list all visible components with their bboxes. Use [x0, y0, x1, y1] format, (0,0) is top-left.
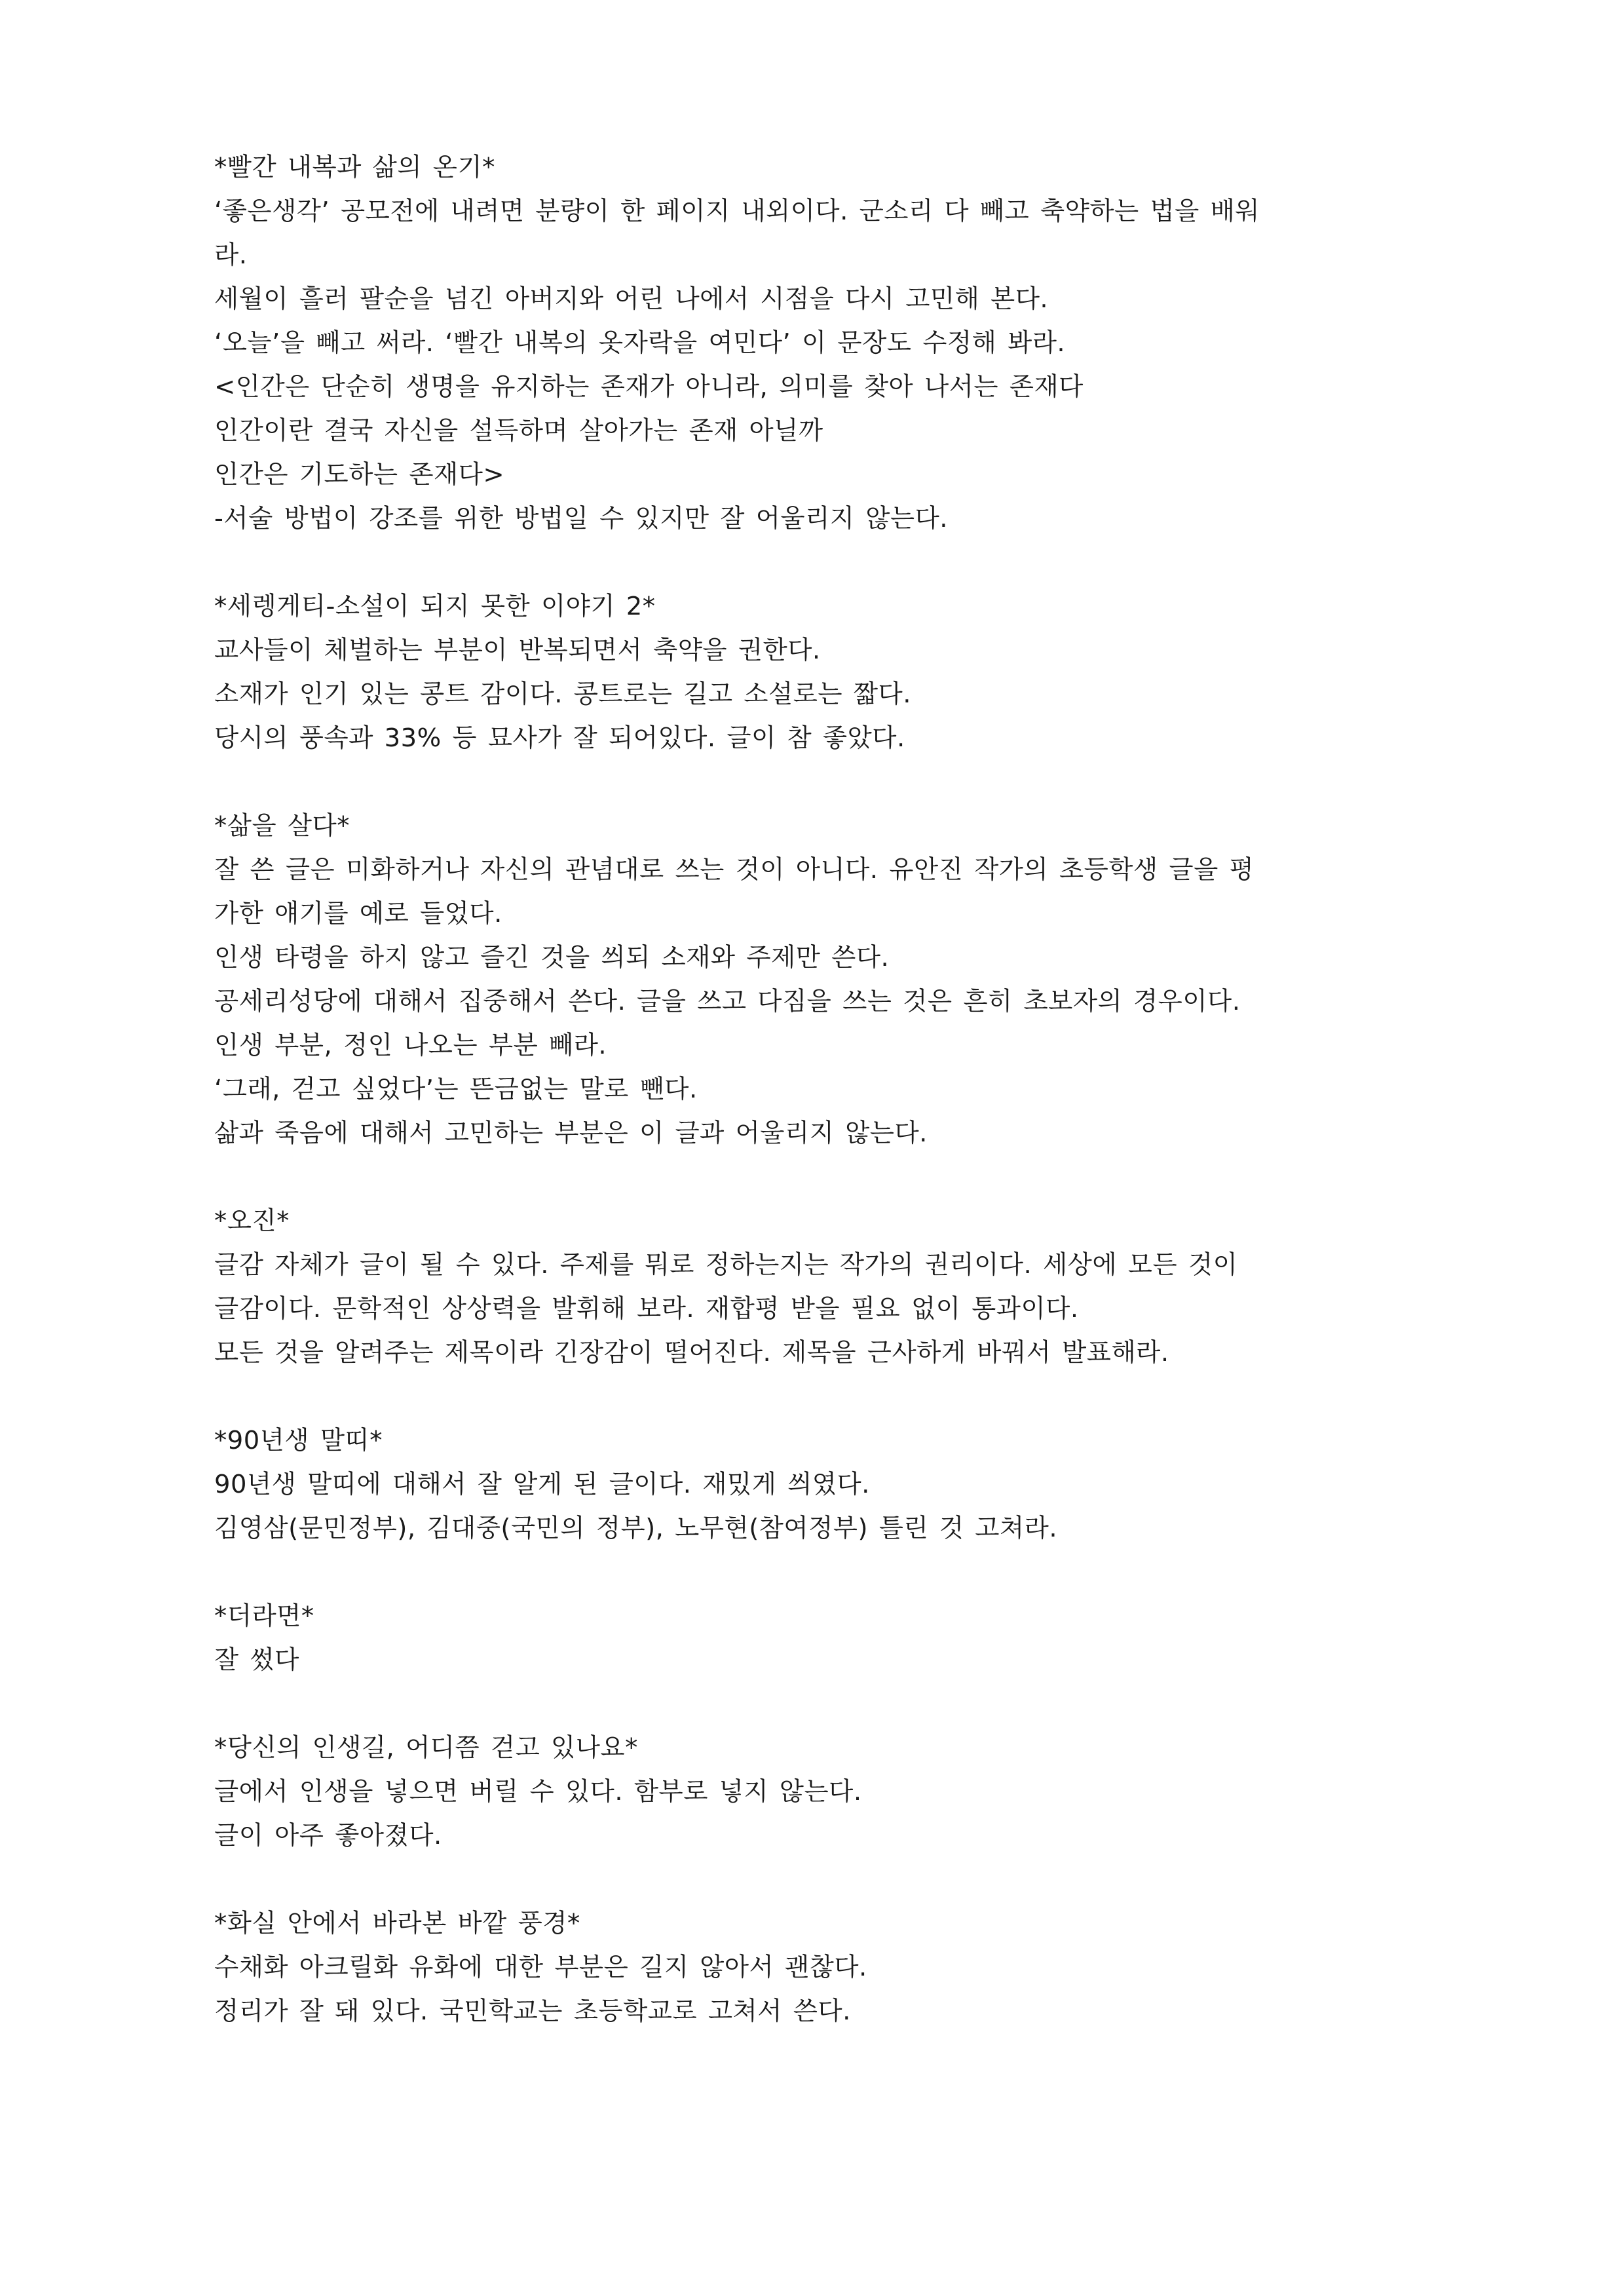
text-line: 가한 얘기를 예로 들었다.	[214, 899, 502, 928]
text-line: 김영삼(문민정부), 김대중(국민의 정부), 노무현(참여정부) 틀린 것 고쳐라.	[214, 1514, 1058, 1543]
text-line: 정리가 잘 돼 있다. 국민학교는 초등학교로 고쳐서 쓴다.	[214, 1997, 851, 2026]
section-serengeti	[214, 584, 1413, 760]
section-title: *더라면*	[214, 1601, 314, 1631]
text-line: -서술 방법이 강조를 위한 방법일 수 있지만 잘 어울리지 않는다.	[214, 504, 949, 533]
section-living-life	[214, 804, 1413, 1155]
section-title: *오진*	[214, 1206, 290, 1236]
section-if-only	[214, 1594, 1413, 1682]
text-line: 인생 타령을 하지 않고 즐긴 것을 씌되 소재와 주제만 쓴다.	[214, 943, 890, 972]
text-line: 세월이 흘러 팔순을 넘긴 아버지와 어린 나에서 시점을 다시 고민해 본다.	[214, 284, 1049, 314]
text-line: 90년생 말띠에 대해서 잘 알게 된 글이다. 재밌게 씌였다.	[214, 1470, 870, 1499]
text-line: 인간이란 결국 자신을 설득하며 살아가는 존재 아닐까	[214, 416, 823, 446]
text-line: 라.	[214, 240, 248, 270]
document-body	[214, 145, 1413, 2033]
text-line: 글감이다. 문학적인 상상력을 발휘해 보라. 재합평 받을 필요 없이 통과이다.	[214, 1294, 1079, 1324]
text-line: <인간은 단순히 생명을 유지하는 존재가 아니라, 의미를 찾아 나서는 존재다	[214, 372, 1084, 402]
text-line: 모든 것을 알려주는 제목이라 긴장감이 떨어진다. 제목을 근사하게 바꿔서 발표해라.	[214, 1338, 1169, 1368]
text-line: 글감 자체가 글이 될 수 있다. 주제를 뭐로 정하는지는 작가의 권리이다. 세상에 모든 것이	[214, 1250, 1238, 1280]
text-line: 인생 부분, 정인 나오는 부분 빼라.	[214, 1031, 607, 1060]
text-line: 공세리성당에 대해서 집중해서 쓴다. 글을 쓰고 다짐을 쓰는 것은 흔히 초보자의 경우이다.	[214, 987, 1241, 1016]
text-line: ‘그래, 걷고 싶었다’는 뜬금없는 말로 뺀다.	[214, 1075, 698, 1104]
section-misdiagnosis	[214, 1199, 1413, 1375]
section-studio-view	[214, 1902, 1413, 2033]
text-line: ‘좋은생각’ 공모전에 내려면 분량이 한 페이지 내외이다. 군소리 다 빼고 축약하는 법을 배워	[214, 197, 1260, 226]
text-line: 교사들이 체벌하는 부분이 반복되면서 축약을 권한다.	[214, 636, 821, 665]
section-title: *삶을 살다*	[214, 811, 350, 841]
text-line: ‘오늘’을 빼고 써라. ‘빨간 내복의 옷자락을 여민다’ 이 문장도 수정해 봐라.	[214, 328, 1066, 358]
text-line: 당시의 풍속과 33% 등 묘사가 잘 되어있다. 글이 참 좋았다.	[214, 723, 905, 753]
text-line: 인간은 기도하는 존재다>	[214, 460, 505, 489]
section-1990-horse	[214, 1419, 1413, 1550]
text-line: 글에서 인생을 넣으면 버릴 수 있다. 함부로 넣지 않는다.	[214, 1777, 862, 1807]
text-line: 수채화 아크릴화 유화에 대한 부분은 길지 않아서 괜찮다.	[214, 1953, 867, 1982]
section-red-underwear	[214, 145, 1413, 541]
text-line: 삶과 죽음에 대해서 고민하는 부분은 이 글과 어울리지 않는다.	[214, 1119, 928, 1148]
section-title: *빨간 내복과 삶의 온기*	[214, 153, 495, 182]
text-line: 글이 아주 좋아졌다.	[214, 1821, 442, 1850]
section-title: *세렝게티-소설이 되지 못한 이야기 2*	[214, 592, 656, 621]
section-title: *당신의 인생길, 어디쯤 걷고 있나요*	[214, 1733, 638, 1763]
text-line: 소재가 인기 있는 콩트 감이다. 콩트로는 길고 소설로는 짧다.	[214, 679, 911, 709]
section-title: *화실 안에서 바라본 바깥 풍경*	[214, 1909, 580, 1938]
text-line: 잘 쓴 글은 미화하거나 자신의 관념대로 쓰는 것이 아니다. 유안진 작가의 초등학생 글을 평	[214, 855, 1255, 885]
section-life-path	[214, 1726, 1413, 1858]
section-title: *90년생 말띠*	[214, 1426, 383, 1455]
text-line: 잘 썼다	[214, 1645, 299, 1675]
